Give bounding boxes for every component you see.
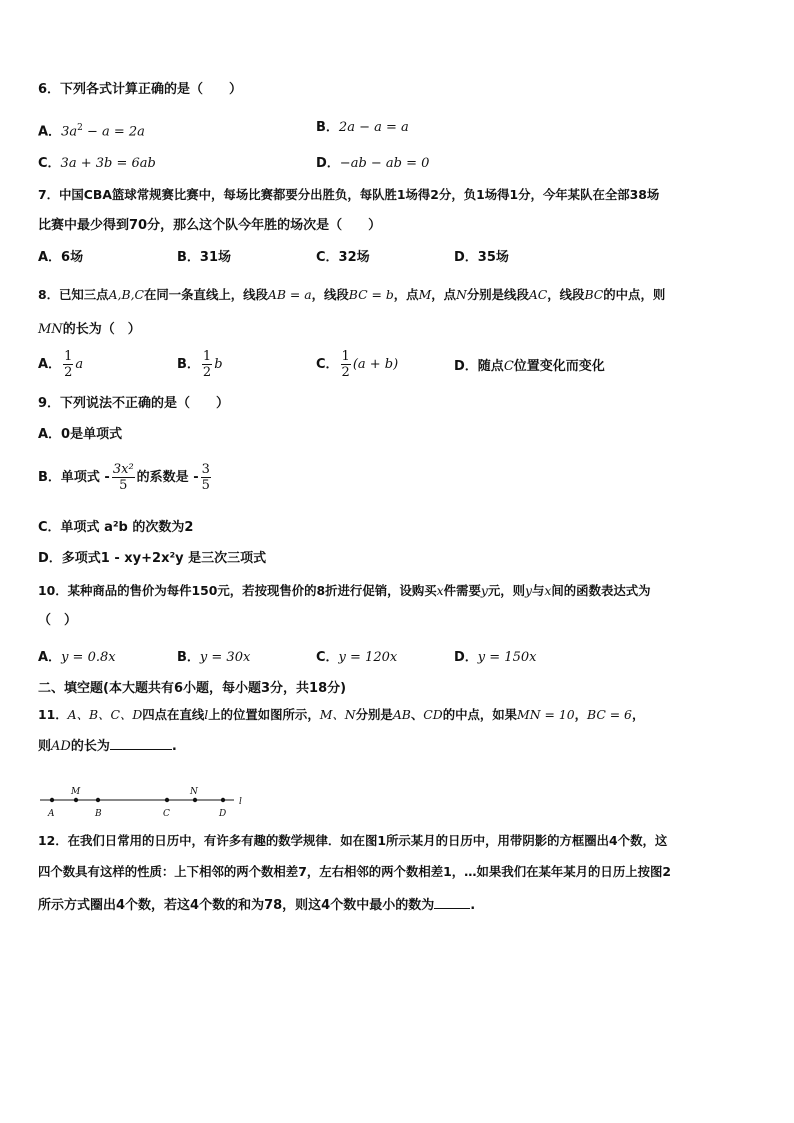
q11-seg-cd: CD bbox=[423, 707, 443, 722]
q10-option-b-label: B． bbox=[177, 650, 200, 665]
q10-var-y2: y bbox=[525, 583, 533, 598]
q8-option-c-den: 2 bbox=[341, 365, 350, 380]
q10-option-a bbox=[38, 649, 116, 667]
q10-option-b-expr: y = 30x bbox=[199, 650, 251, 665]
q9-option-c: C．单项式 a²b 的次数为2 bbox=[38, 520, 194, 535]
q7-option-a: A．6场 bbox=[38, 250, 84, 265]
q10-option-d bbox=[454, 649, 536, 667]
q11-figure-point-m bbox=[74, 798, 78, 802]
q8-option-b-num: 1 bbox=[202, 349, 212, 364]
q11-text-8: 则 bbox=[38, 739, 52, 754]
q8-text-4: ，点 bbox=[393, 287, 419, 302]
q8-option-c bbox=[316, 349, 398, 380]
q8-option-c-label: C． bbox=[316, 357, 339, 372]
q11-stem-line2 bbox=[38, 737, 177, 756]
q8-option-b-fraction bbox=[202, 349, 212, 380]
q8-option-c-fraction bbox=[341, 349, 351, 380]
q8-text-3: ，线段 bbox=[311, 287, 349, 302]
q6-option-c-expr: 3a + 3b = 6ab bbox=[60, 156, 156, 171]
q9-option-b-fraction1 bbox=[112, 462, 135, 493]
q9-option-b bbox=[38, 462, 213, 493]
q11-figure-label-n: N bbox=[190, 787, 198, 797]
q11-text-3: 分别是 bbox=[355, 707, 393, 722]
q8-seg-ac: AC bbox=[528, 287, 548, 302]
q8-option-a-label: A． bbox=[38, 357, 62, 372]
q11-points: A、B、C、D bbox=[67, 707, 143, 722]
q11-figure bbox=[38, 784, 252, 822]
q11-figure-label-b: B bbox=[95, 809, 102, 819]
q11-figure-label-a: A bbox=[48, 809, 55, 819]
q11-figure-point-d bbox=[221, 798, 225, 802]
q6-option-a-label: A． bbox=[38, 124, 62, 140]
q8-stem-line2 bbox=[38, 321, 141, 339]
q8-option-a-fraction bbox=[63, 349, 73, 380]
q11-bc-eq: BC = 6 bbox=[586, 707, 632, 722]
q10-text-c: 元，则 bbox=[487, 583, 526, 598]
q11-figure-point-b bbox=[96, 798, 100, 802]
q8-text-6: 分别是线段 bbox=[466, 287, 529, 302]
q6-option-d-expr: −ab − ab = 0 bbox=[339, 156, 430, 171]
q9-option-b-text2: 的系数是 - bbox=[136, 470, 199, 485]
q8-option-c-var: (a + b) bbox=[352, 357, 399, 372]
q10-option-d-label: D． bbox=[454, 650, 478, 665]
q10-text-b: 件需要 bbox=[443, 583, 481, 598]
q8-point-m: M bbox=[418, 287, 432, 302]
q11-text-6: ， bbox=[574, 707, 587, 722]
q7-stem-line2: 比赛中最少得到70分，那么这个队今年胜的场次是（ ） bbox=[38, 218, 382, 233]
q6-option-d-label: D． bbox=[316, 156, 340, 171]
q10-text-e: 间的函数表达式为 bbox=[551, 583, 651, 598]
q9-option-b-den1: 5 bbox=[119, 478, 128, 493]
q11-figure-point-n bbox=[193, 798, 197, 802]
q11-mn-eq: MN = 10 bbox=[517, 707, 575, 722]
q12-stem-line1: 12．在我们日常用的日历中，有许多有趣的数学规律．如在图1所示某月的日历中，用带阴影的方框圈出4个数，这 bbox=[38, 833, 668, 848]
q8-option-c-num: 1 bbox=[341, 349, 350, 364]
q8-point-n: N bbox=[456, 287, 467, 302]
q12-answer-blank[interactable] bbox=[434, 896, 470, 909]
q11-stem-line1 bbox=[38, 706, 644, 724]
q8-stem-line1 bbox=[38, 286, 665, 304]
q8-text-7: ，线段 bbox=[547, 287, 585, 302]
q12-text-a: 所示方式圈出4个数，若这4个数的和为78，则这4个数中最小的数为 bbox=[38, 898, 435, 913]
q8-ab-eq: AB = a bbox=[267, 287, 312, 302]
q10-option-c-label: C． bbox=[316, 650, 339, 665]
q8-option-d-var: C bbox=[503, 359, 514, 374]
q11-figure-point-c bbox=[165, 798, 169, 802]
q8-option-b-den: 2 bbox=[202, 365, 212, 380]
q11-figure-point-a bbox=[50, 798, 54, 802]
q8-text-2: 在同一条直线上，线段 bbox=[144, 287, 268, 302]
q12-stem-line2: 四个数具有这样的性质：上下相邻的两个数相差7，左右相邻的两个数相差1，…如果我们在某年某月的日历上按图2 bbox=[38, 864, 672, 879]
q8-option-a-var: a bbox=[75, 357, 84, 372]
q11-seg-ad: AD bbox=[51, 739, 71, 754]
q6-option-a-expr-2: − a = 2a bbox=[82, 124, 145, 140]
q8-option-d-text2: 位置变化而变化 bbox=[513, 359, 605, 374]
q11-figure-label-c: C bbox=[163, 809, 170, 819]
q8-option-b-label: B． bbox=[177, 357, 200, 372]
q9-option-b-den2: 5 bbox=[201, 478, 210, 493]
q6-option-c-label: C． bbox=[38, 156, 61, 171]
q8-option-a-den: 2 bbox=[64, 365, 73, 380]
q9-option-b-num1: 3x² bbox=[112, 462, 134, 477]
q6-option-c bbox=[38, 155, 156, 173]
q9-option-a: A．0是单项式 bbox=[38, 427, 123, 442]
q10-var-x1: x bbox=[436, 583, 444, 598]
q12-stem-line3 bbox=[38, 896, 475, 915]
q10-option-b bbox=[177, 649, 250, 667]
q11-figure-label-d: D bbox=[219, 809, 227, 819]
q8-seg-bc: BC bbox=[584, 287, 604, 302]
q10-option-a-label: A． bbox=[38, 650, 62, 665]
q10-var-x2: x bbox=[544, 583, 552, 598]
q11-text-1: 四点在直线 bbox=[142, 707, 205, 722]
q10-stem-line1 bbox=[38, 582, 651, 600]
q6-option-a-expr-1: 3a bbox=[61, 124, 78, 140]
q6-option-b-expr: 2a − a = a bbox=[338, 120, 409, 135]
q6-option-a bbox=[38, 119, 145, 141]
q10-stem-line2: （ ） bbox=[38, 613, 78, 628]
q11-answer-blank[interactable] bbox=[110, 737, 172, 750]
q8-option-d-text1: 随点 bbox=[477, 359, 504, 374]
q6-option-a-exponent: 2 bbox=[77, 123, 83, 133]
q11-mn-points: M、N bbox=[319, 707, 356, 722]
q11-text-end: . bbox=[171, 739, 177, 754]
q8-option-a-num: 1 bbox=[64, 349, 73, 364]
q8-option-b-var: b bbox=[214, 357, 223, 372]
q8-bc-eq: BC = b bbox=[348, 287, 394, 302]
q10-option-d-expr: y = 150x bbox=[477, 650, 537, 665]
q11-num: 11． bbox=[38, 707, 68, 722]
q6-stem: 6．下列各式计算正确的是（ ） bbox=[38, 82, 243, 97]
q8-seg-mn: MN bbox=[38, 322, 63, 337]
q9-option-d: D．多项式1 - xy+2x²y 是三次三项式 bbox=[38, 551, 267, 566]
q10-text-d: 与 bbox=[532, 583, 545, 598]
q6-option-b-label: B． bbox=[316, 120, 339, 135]
q9-stem: 9．下列说法不正确的是（ ） bbox=[38, 396, 230, 411]
q11-text-5: 的中点，如果 bbox=[442, 707, 518, 722]
q7-option-c: C．32场 bbox=[316, 250, 370, 265]
q10-text-a: 10．某种商品的售价为每件150元，若按现售价的8折进行促销，设购买 bbox=[38, 583, 437, 598]
q11-figure-label-l: l bbox=[239, 797, 242, 807]
q10-option-a-expr: y = 0.8x bbox=[61, 650, 116, 665]
q10-var-y1: y bbox=[480, 583, 488, 598]
q7-option-b: B．31场 bbox=[177, 250, 231, 265]
q9-option-b-text1: B．单项式 - bbox=[38, 470, 110, 485]
q8-text-5: ，点 bbox=[431, 287, 457, 302]
q8-option-a bbox=[38, 349, 83, 380]
q8-option-d-label: D． bbox=[454, 359, 478, 374]
q8-option-d bbox=[454, 358, 605, 376]
q8-points-abc: A,B,C bbox=[108, 287, 144, 302]
q11-seg-ab: AB bbox=[392, 707, 411, 722]
q6-option-b bbox=[316, 119, 409, 137]
q8-option-b bbox=[177, 349, 223, 380]
q10-option-c-expr: y = 120x bbox=[338, 650, 398, 665]
q11-text-9: 的长为 bbox=[70, 739, 110, 754]
q11-text-4: 、 bbox=[410, 707, 424, 722]
q9-option-b-fraction2 bbox=[201, 462, 211, 493]
q11-line-l: l bbox=[204, 707, 209, 722]
q9-option-b-num2: 3 bbox=[201, 462, 210, 477]
q12-text-end: . bbox=[470, 898, 476, 913]
q6-option-d bbox=[316, 155, 429, 173]
q7-stem-line1: 7．中国CBA篮球常规赛比赛中，每场比赛都要分出胜负，每队胜1场得2分，负1场得1分，今年某队在全部38场 bbox=[38, 187, 660, 202]
q8-text-1: 8．已知三点 bbox=[38, 287, 109, 302]
q11-figure-label-m: M bbox=[71, 787, 81, 797]
q10-option-c bbox=[316, 649, 397, 667]
q11-text-2: 上的位置如图所示， bbox=[208, 707, 320, 722]
section-2-title: 二、填空题(本大题共有6小题，每小题3分，共18分) bbox=[38, 681, 347, 696]
q7-option-d: D．35场 bbox=[454, 250, 509, 265]
q11-text-7: ， bbox=[631, 707, 645, 722]
q8-text-9: 的长为（ ） bbox=[62, 322, 141, 337]
q8-text-8: 的中点，则 bbox=[603, 287, 666, 302]
